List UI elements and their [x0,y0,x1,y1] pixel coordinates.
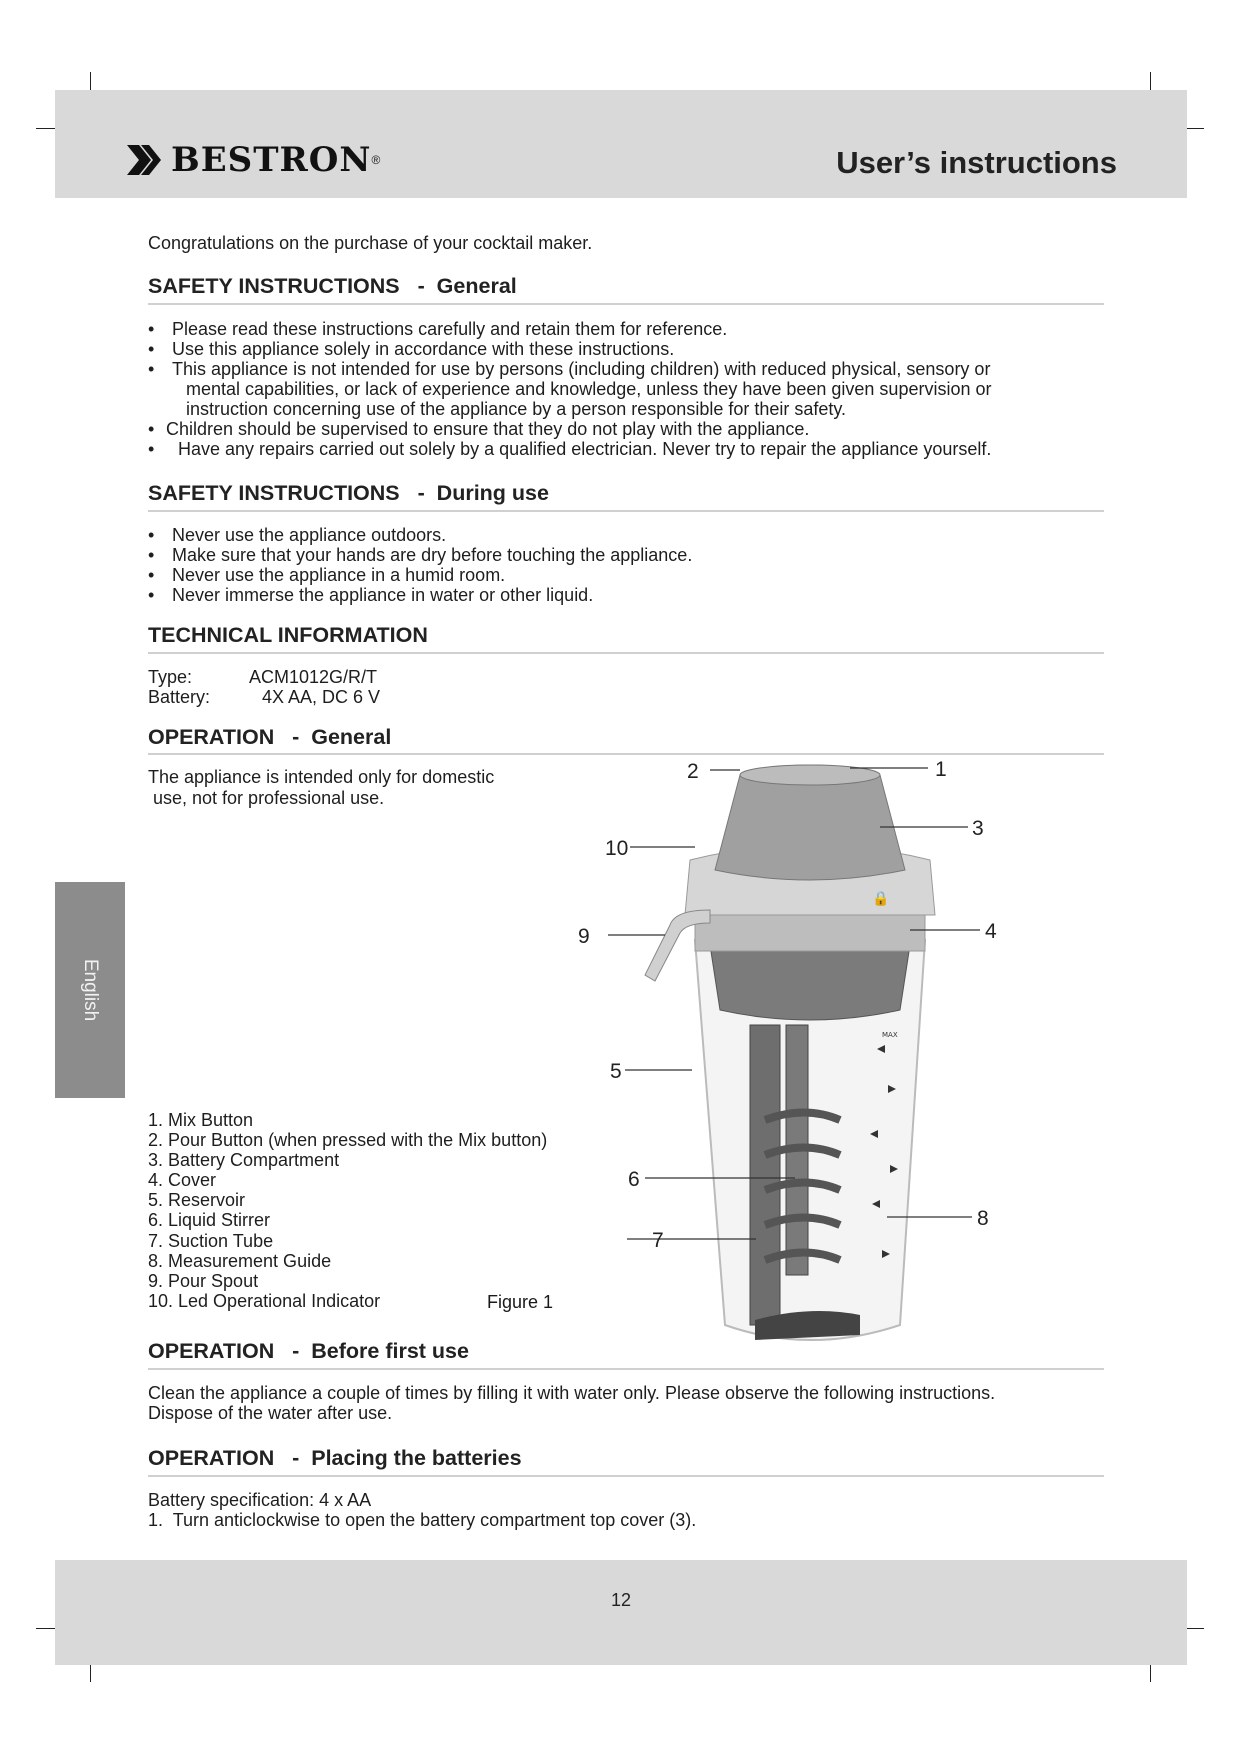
divider [148,652,1104,654]
registered-mark: ® [371,153,381,167]
divider [148,303,1104,305]
chevrons-icon [125,143,165,177]
language-tab [55,882,125,1098]
part-item: 1. Mix Button [148,1110,254,1130]
page-title: User’s instructions [836,145,1117,180]
heading-safety-general: SAFETY INSTRUCTIONS - General [148,274,517,298]
figure-caption: Figure 1 [487,1292,554,1312]
type-value: ACM1012G/R/T [249,667,378,687]
callout-9: 9 [578,925,590,948]
heading-operation-first-use: OPERATION - Before first use [148,1339,469,1363]
divider [148,510,1104,512]
part-item: 3. Battery Compartment [148,1150,340,1171]
callout-8: 8 [977,1207,989,1230]
list-item-continuation: instruction concerning use of the appliance by a person responsible for their safety. [186,399,847,419]
first-use-text: Dispose of the water after use. [148,1403,393,1423]
max-mark: MAX [882,1031,898,1039]
language-tab-label: English [80,958,101,1022]
list-item: Never use the appliance in a humid room. [172,565,506,585]
part-item: 10. Led Operational Indicator [148,1290,381,1311]
divider [148,1475,1104,1477]
part-item: 8. Measurement Guide [148,1250,332,1271]
brand-name: BESTRON [171,140,372,180]
part-item: 6. Liquid Stirrer [148,1210,271,1231]
parts-list [148,1110,547,1311]
list-item: Never immerse the appliance in water or other liquid. [172,585,594,605]
heading-operation-general: OPERATION - General [148,725,392,749]
callout-7: 7 [652,1229,664,1252]
cocktail-maker-illustration [645,765,935,1340]
type-label: Type: [148,667,193,687]
page-number: 12 [610,1590,632,1610]
callout-1: 1 [935,758,947,781]
part-item: 4. Cover [148,1170,217,1191]
callout-6: 6 [628,1168,640,1191]
list-item: Children should be supervised to ensure that they do not play with the appliance. [166,419,810,439]
safety-use-list: • Never use the appliance outdoors. • Make sure that your hands are dry before touching the appliance. • Never use the appliance in a humid room. • Never immerse the appliance in water or other liquid. [148,525,693,605]
battery-label: Battery: [148,687,211,707]
cocktail-maker-figure [560,745,1020,1350]
list-item: Make sure that your hands are dry before touching the appliance. [172,545,693,565]
callout-5: 5 [610,1060,622,1083]
battery-value: 4X AA, DC 6 V [262,687,381,707]
list-item: Have any repairs carried out solely by a qualified electrician. Never try to repair the appliance yourself. [178,439,992,459]
list-item: Please read these instructions carefully and retain them for reference. [172,319,728,339]
battery-step-text: 1. Turn anticlockwise to open the battery compartment top cover (3). [148,1510,697,1530]
callout-3: 3 [972,817,984,840]
domestic-use-text: The appliance is intended only for domestic [148,767,495,787]
svg-text:🔒: 🔒 [872,891,890,907]
battery-spec-text: Battery specification: 4 x AA [148,1490,372,1510]
domestic-use-text: use, not for professional use. [153,788,385,808]
callout-2: 2 [687,760,699,783]
part-item: 7. Suction Tube [148,1230,274,1251]
list-item: Never use the appliance outdoors. [172,525,447,545]
part-item: 5. Reservoir [148,1190,246,1211]
footer-band [55,1560,1187,1665]
list-item: Use this appliance solely in accordance with these instructions. [172,339,675,359]
heading-safety-use: SAFETY INSTRUCTIONS - During use [148,481,549,505]
part-item: 9. Pour Spout [148,1270,259,1291]
heading-operation-batteries: OPERATION - Placing the batteries [148,1446,522,1470]
first-use-text: Clean the appliance a couple of times by filling it with water only. Please observe the following instructions. [148,1383,996,1403]
part-item: 2. Pour Button (when pressed with the Mix button) [148,1130,548,1151]
list-item-continuation: mental capabilities, or lack of experience and knowledge, unless they have been given supervision or [186,379,992,399]
list-item: This appliance is not intended for use by persons (including children) with reduced physical, sensory or [172,359,991,379]
brand-logo [125,140,380,180]
callout-10: 10 [605,837,629,860]
intro-text: Congratulations on the purchase of your cocktail maker. [148,233,593,253]
callout-4: 4 [985,920,997,943]
heading-technical: TECHNICAL INFORMATION [148,623,428,647]
safety-general-list: • Please read these instructions carefully and retain them for reference. • Use this appliance solely in accordance with these instructions. • This appliance is not intended for use by persons (including children) with reduced physical, sensory or mental capabilities, or lack of experience and knowledge, unless they have been given supervision or instruction concerning use of the appliance by a person responsible for their safety. • Children should be supervised to ensure that they do not play with the appliance. • Have any repairs carried out solely by a qualified electrician. Never try to repair the appliance yourself. [148,319,992,459]
divider [148,1368,1104,1370]
